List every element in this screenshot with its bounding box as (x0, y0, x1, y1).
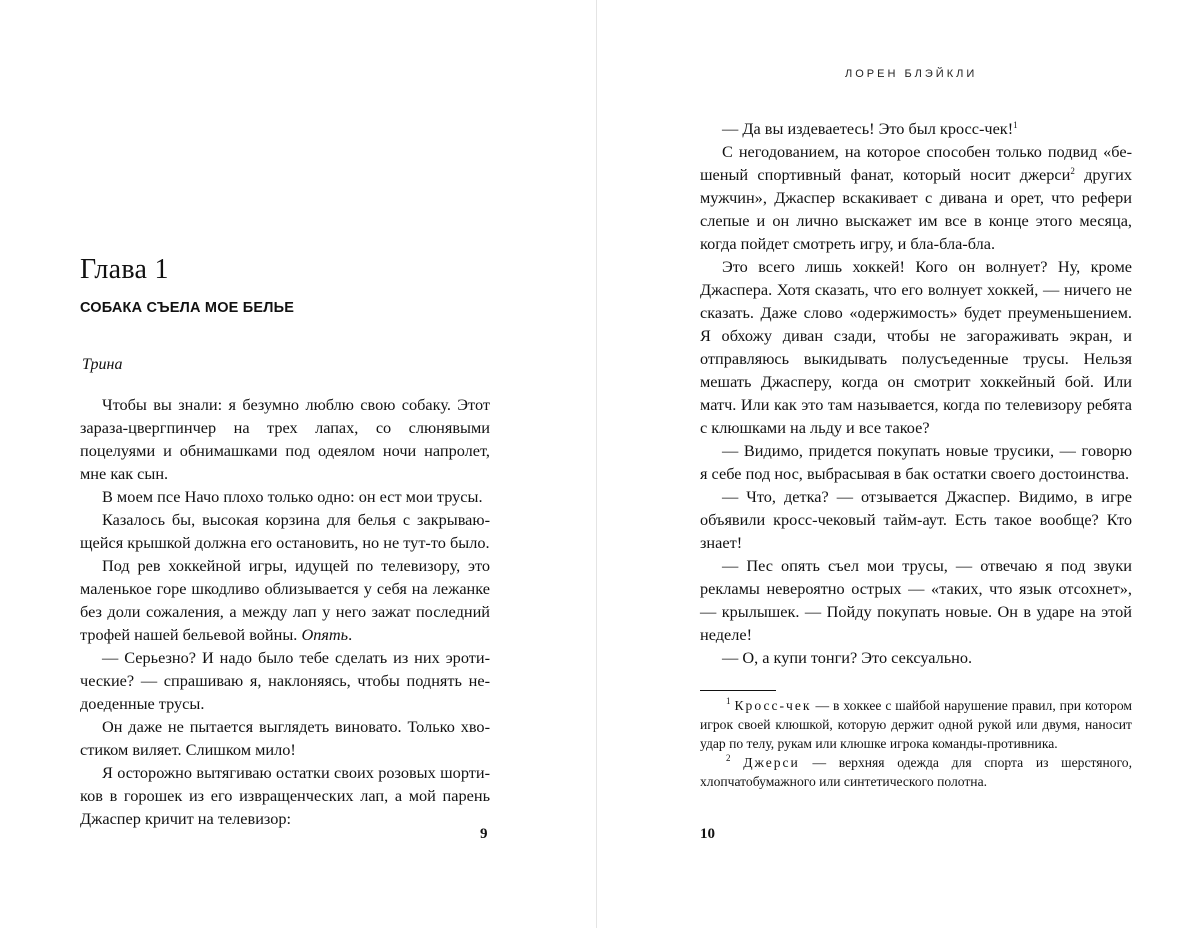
footnote-ref: 2 (1070, 166, 1075, 176)
paragraph: — Пес опять съел мои трусы, — отвечаю я под звуки рекламы невероятно острых — «таких, что язык отсохнет», — крылышек. — Пойду покупать новые. Он в ударе на этой неделе! (700, 556, 1132, 644)
paragraph: — Видимо, придется покупать новые трусики, — говорю я себе под нос, выбрасывая в бак остатки своего достоинства. (700, 441, 1132, 483)
right-page (597, 0, 1196, 928)
paragraph: — О, а купи тонги? Это сексуально. (722, 648, 973, 667)
footnote-ref: 1 (1013, 120, 1018, 130)
paragraph: Он даже не пытается выглядеть виновато. Только хвостиком виляет. Слишком мило! (80, 717, 490, 759)
page-number: 9 (480, 826, 488, 842)
footnote: $^2$ Джерси — верхняя одежда для спорта из шерстяного, хлопчатобумажного или синтетического полотна. (700, 753, 1133, 789)
paragraph: Чтобы вы знали: я безумно люблю свою собаку. Этот зараза-цвергпинчер на трех лапах, со слюнявыми поцелуями и обнимашками под одеялом ночи напролет, мне как сын. (80, 395, 490, 483)
paragraph: Это всего лишь хоккей! Кого он волнует? Ну, кроме Джаспера. Хотя сказать, что его волнует хоккей, — ничего не сказать. Даже слово «одержимость» будет преуменьшением. Я обхожу диван сзади, чтобы не загораживать экран, и отправляюсь выкидывать полусъеденные трусы. Нельзя мешать Джасперу, когда он смотрит хоккейный бой. Или матч. Или как это там называется, когда по телевизору ребята с клюшками на льду и все такое? (700, 257, 1132, 437)
paragraph: Я осторожно вытягиваю остатки своих розовых шортиков в горошек из его извращенческих лап, а мой парень Джаспер кричит на телевизор: (80, 763, 490, 828)
left-body-text (80, 393, 490, 830)
footnote-term: Кросс-чек (734, 698, 812, 713)
chapter-subtitle: СОБАКА СЪЕЛА МОЕ БЕЛЬЕ (80, 300, 295, 316)
chapter-title: Глава 1 (80, 254, 169, 285)
left-page (0, 0, 596, 928)
footnote-term: Джерси (743, 755, 800, 770)
footnote-mark: 1 (726, 696, 731, 706)
paragraph: Казалось бы, высокая корзина для белья с закрывающейся крышкой должна его остановить, но не тут-то было. (80, 510, 490, 552)
footnote-rule (700, 690, 776, 691)
paragraph: Под рев хоккейной игры, идущей по телевизору, это маленькое горе шкодливо облизывается у себя на лежанке без доли сожаления, а между лап у него зажат последний трофей нашей бельевой войны. Опять. (80, 556, 490, 644)
paragraph: — Серьезно? И надо было тебе сделать из них эротические? — спрашиваю я, наклоняясь, чтобы поднять недоеденные трусы. (80, 648, 490, 713)
paragraph: — Что, детка? — отзывается Джаспер. Видимо, в игре объявили кросс-чековый тайм-аут. Есть такое вообще? Кто знает! (700, 487, 1132, 552)
footnote-mark: 2 (726, 753, 731, 763)
running-head: ЛОРЕН БЛЭЙКЛИ (845, 68, 978, 80)
footnotes (700, 690, 1132, 791)
page-number: 10 (700, 826, 715, 842)
pov-character: Трина (82, 356, 123, 373)
right-body-text (700, 117, 1132, 669)
paragraph: — Да вы издеваетесь! Это был кросс-чек!$^1$ (722, 119, 1018, 138)
footnote: $^1$ Кросс-чек — в хоккее с шайбой нарушение правил, при котором игрок своей клюшкой, которую держит одной рукой или двумя, наносит удар по телу, рукам или клюшке игрока команды-противника. (700, 696, 1132, 751)
emphasis: Опять (301, 625, 349, 644)
paragraph: В моем псе Начо плохо только одно: он ест мои трусы. (102, 487, 483, 506)
paragraph: С негодованием, на которое способен только подвид «бешеный спортивный фанат, который носит джерси$^2$ других мужчин», Джаспер вскакивает с дивана и орет, что рефери слепые и он лично выскажет им все в конце этого месяца, когда пойдет смотреть игру, и бла-бла-бла. (700, 142, 1133, 253)
